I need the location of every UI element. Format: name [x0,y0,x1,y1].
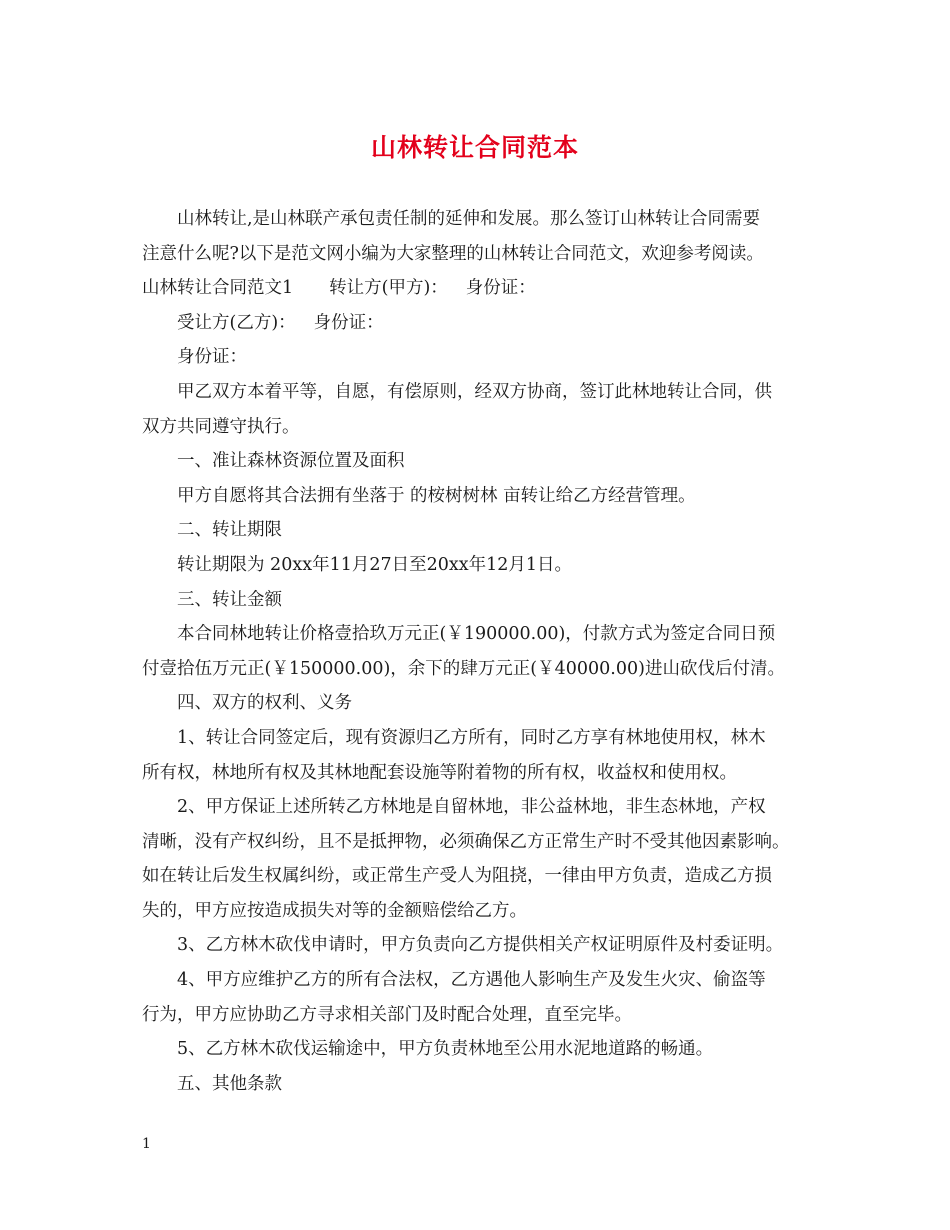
paragraph-intro-line-1: 山林转让,是山林联产承包责任制的延伸和发展。那么签订山林转让合同需要 [177,209,761,229]
clause-3-line-1: 3、乙方林木砍伐申请时，甲方负责向乙方提供相关产权证明原件及村委证明。 [177,935,784,956]
paragraph-intro-line-2: 注意什么呢?以下是范文网小编为大家整理的山林转让合同范文，欢迎参考阅读。 [142,243,764,264]
section-heading-2: 二、转让期限 [177,520,282,541]
agreement-line-1: 甲乙双方本着平等，自愿，有偿原则，经双方协商，签订此林地转让合同，供 [177,381,772,402]
section-2-text: 转让期限为 20xx年11月27日至20xx年12月1日。 [177,554,573,575]
clause-2-line-1: 2、甲方保证上述所转乙方林地是自留林地，非公益林地，非生态林地，产权 [177,797,766,818]
transferee-line [142,306,812,341]
transferor-label: 转让方(甲方)： [329,278,448,299]
agreement-line-2: 双方共同遵守执行。 [142,416,300,437]
parties-line [142,271,812,306]
transferee-label: 受让方(乙方)： [177,312,296,333]
id-line: 身份证： [177,347,247,368]
section-heading-5: 五、其他条款 [177,1073,282,1094]
clause-5-line-1: 5、乙方林木砍伐运输途中，甲方负责林地至公用水泥地道路的畅通。 [177,1039,714,1060]
page-number: 1 [142,1136,151,1152]
section-heading-3: 三、转让金额 [177,589,282,610]
contract-sample-heading: 山林转让合同范文1 [142,278,294,299]
clause-2-line-3: 如在转让后发生权属纠纷，或正常生产受人为阻挠，一律由甲方负责，造成乙方损 [142,866,772,887]
section-3-text-line-2: 付壹拾伍万元正(￥150000.00)，余下的肆万元正(￥40000.00)进山砍伐后付清。 [142,658,785,679]
clause-1-line-2: 所有权，林地所有权及其林地配套设施等附着物的所有权，收益权和使用权。 [142,762,737,783]
transferor-id-label: 身份证： [465,278,536,299]
section-1-text: 甲方自愿将其合法拥有坐落于 的桉树树林 亩转让给乙方经营管理。 [177,485,696,506]
clause-2-line-4: 失的，甲方应按造成损失对等的金额赔偿给乙方。 [142,900,527,921]
transferee-id-label: 身份证： [313,312,384,333]
clause-2-line-2: 清晰，没有产权纠纷，且不是抵押物，必须确保乙方正常生产时不受其他因素影响。 [142,831,790,852]
section-3-text-line-1: 本合同林地转让价格壹拾玖万元正(￥190000.00)，付款方式为签定合同日预 [177,624,776,645]
document-title: 山林转让合同范本 [370,133,579,162]
section-heading-4: 四、双方的权利、义务 [177,693,352,714]
section-heading-1: 一、准让森林资源位置及面积 [177,451,405,472]
clause-4-line-1: 4、甲方应维护乙方的所有合法权，乙方遇他人影响生产及发生火灾、偷盗等 [177,970,766,991]
clause-1-line-1: 1、转让合同签定后，现有资源归乙方所有，同时乙方享有林地使用权，林木 [177,727,766,748]
document-body [142,202,812,1101]
clause-4-line-2: 行为，甲方应协助乙方寻求相关部门及时配合处理，直至完毕。 [142,1004,632,1025]
